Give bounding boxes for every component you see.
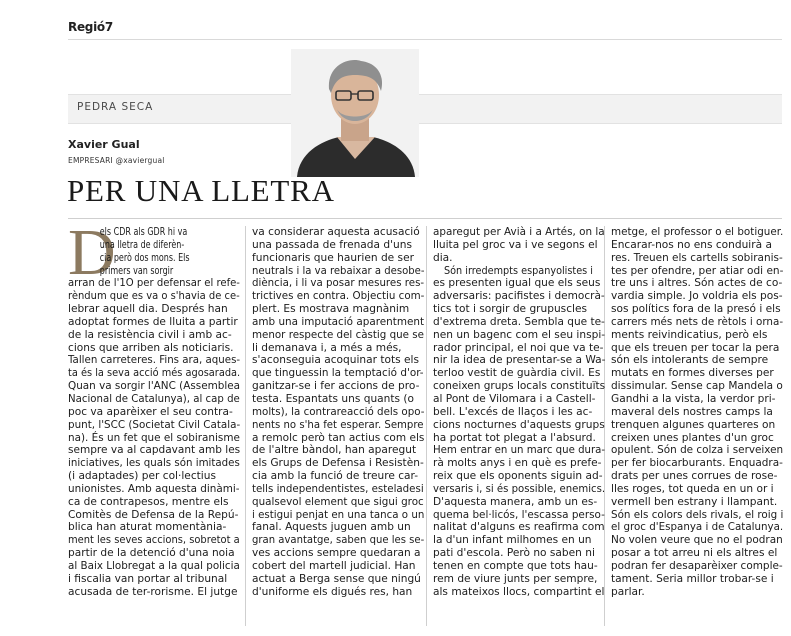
text-line: iniciatives, les quals són imitades <box>68 457 240 470</box>
text-line: neutrals i la va rebaixar a desobe- <box>252 264 424 277</box>
text-line: tament. Seria millor trobar-se i <box>611 572 774 585</box>
text-line: cobert del martell judicial. Han <box>252 559 416 572</box>
author-role: EMPRESARI @xaviergual <box>68 156 165 165</box>
text-line: cions nocturnes d'aquests grups <box>433 418 605 431</box>
text-line: ha portat tot plegat a l'absurd. <box>433 431 596 444</box>
text-line: dissimular. Sense cap Mandela o <box>611 380 783 393</box>
text-line: vardia simple. Jo voldria els pos- <box>611 290 783 303</box>
author-photo <box>291 49 419 177</box>
text-line: Comitès de Defensa de la Repú- <box>68 508 239 521</box>
text-line: per fer biocarburants. Enquadra- <box>611 457 783 470</box>
text-line: s'aconseguia acoquinar tots els <box>252 354 419 367</box>
text-line: li demanava i, a més a més, <box>252 341 402 354</box>
text-line: va considerar aquesta acusació <box>252 226 420 238</box>
text-line: reix que els oponents siguin ad- <box>433 470 603 483</box>
text-line: ves accions sempre quedaran a <box>252 547 421 560</box>
text-line: d'uniforme els digués res, han <box>252 585 413 598</box>
text-line: de la resistència civil i amb ac- <box>68 328 232 341</box>
text-line: una passada de frenada d'uns <box>252 238 412 251</box>
text-line: nir la idea de presentar-se a Wa- <box>433 354 605 367</box>
text-line: na). És un fet que el sobiranisme <box>68 431 240 444</box>
text-line: cia amb la funció de treure car- <box>252 470 419 483</box>
text-line: al Baix Llobregat a la qual policia <box>68 559 240 572</box>
text-line: rèndum que es va o s'havia de ce- <box>68 290 240 303</box>
text-line: punt, l'SCC (Societat Civil Catala- <box>68 418 240 431</box>
column-4-lines <box>611 226 783 598</box>
text-line: maveral dels nostres camps la <box>611 405 773 418</box>
text-line: arran de l'1O per defensar el refe- <box>68 277 240 290</box>
text-line: tenen en compte que tots hau- <box>433 559 598 572</box>
article-column-3 <box>433 226 605 631</box>
author-photo-illustration <box>291 49 419 177</box>
column-3-paragraph-2 <box>433 265 605 599</box>
text-line: Són irredempts espanyolistes i <box>443 264 593 277</box>
text-line: unionistes. Amb aquesta dinàmi- <box>68 482 240 495</box>
text-line: primers van sorgir <box>99 264 174 277</box>
text-line: D'aquesta manera, amb un es- <box>433 495 598 508</box>
text-line: mutats en formes diverses per <box>611 367 774 380</box>
drop-cap: D <box>68 226 116 289</box>
text-line: posar a tot arreu ni els altres el <box>611 547 778 560</box>
text-line: parlar. <box>611 585 645 598</box>
text-line: menor respecte del càstig que se <box>252 328 424 341</box>
text-line: trictives en contra. Objectiu com- <box>252 290 424 303</box>
text-line: lluita pel groc va i ve segons el <box>433 238 598 251</box>
text-line: creixen unes plantes d'un groc <box>611 431 774 444</box>
text-line: Tallen carreteres. Fins ara, aques- <box>68 354 240 367</box>
text-line: ca de contrapesos, mentre els <box>68 495 229 508</box>
text-line: (i adaptades) per col·lectius <box>68 470 216 483</box>
text-line: adversaris: pacifistes i democrà- <box>433 290 605 303</box>
author-name: Xavier Gual <box>68 138 140 151</box>
headline: PER UNA LLETRA <box>67 173 335 208</box>
section-name: Regió7 <box>68 20 113 34</box>
column-band <box>68 94 782 124</box>
text-line: tre uns i altres. Són actes de co- <box>611 277 783 290</box>
text-line: lebrar aquell dia. Després han <box>68 303 228 316</box>
text-line: tes per ofendre, per atiar odi en- <box>611 264 783 277</box>
text-line: que els treuen per tocar la pera <box>611 341 780 354</box>
text-line: pati d'escola. Però no saben ni <box>433 547 595 560</box>
text-line: aparegut per Avià i a Artés, on la <box>433 226 605 238</box>
text-line: sos polítics fora de la presó i els <box>611 303 781 316</box>
text-line: quema bel·licós, l'escassa perso- <box>433 508 605 521</box>
text-line: Encarar-nos no ens conduirà a <box>611 238 772 251</box>
text-line: rà molts anys i en què es prefe- <box>433 457 602 470</box>
text-line: terloo vestit de guàrdia civil. Es <box>433 367 601 380</box>
text-line: tics tot i sorgir de grupuscles <box>433 303 588 316</box>
text-line: coneixen grups locals constituïts <box>433 380 605 393</box>
text-line: plert. Es mostrava magnànim <box>252 303 410 316</box>
text-line: acusada de ter-rorisme. El jutge <box>68 585 238 598</box>
text-line: tells independentistes, esteladesi <box>252 482 424 495</box>
text-line: els Grups de Defensa i Resistèn- <box>252 457 424 470</box>
text-line: res. Treuen els cartells sobiranis- <box>611 251 783 264</box>
text-line: No volen veure que no el podran <box>611 534 783 547</box>
text-line: els CDR als GDR hi va <box>99 226 188 238</box>
text-line: funcionaris que haurien de ser <box>252 251 414 264</box>
text-line: Gandhi a la vista, la verdor pri- <box>611 392 776 405</box>
text-line: que tinguessin la temptació d'or- <box>252 367 424 380</box>
text-line: rador principal, el noi que va te- <box>433 341 604 354</box>
text-line: qualsevol element que sigui groc <box>252 495 424 508</box>
text-line: adoptat formes de lluita a partir <box>68 315 238 328</box>
column-1-lines <box>68 277 240 598</box>
text-line: Quan va sorgir l'ANC (Assemblea <box>68 380 240 393</box>
text-line: dia. <box>433 251 453 264</box>
text-line: Hem entrar en un marc que dura- <box>433 444 605 457</box>
article-column-4 <box>611 226 783 631</box>
text-line: la d'un infant milhomes en un <box>433 534 592 547</box>
column-3-lines <box>433 226 605 265</box>
text-line: ments reivindicatius, però els <box>611 328 768 341</box>
text-line: el groc d'Espanya i de Catalunya. <box>611 521 783 534</box>
text-line: ta és la seva acció més agosarada. <box>68 367 240 380</box>
text-line: bell. L'excés de llaços i les ac- <box>433 405 593 418</box>
text-line: vermell ben estrany i llampant. <box>611 495 778 508</box>
text-line: drats per unes corrues de rose- <box>611 470 778 483</box>
text-line: Nacional de Catalunya), al cap de <box>68 392 240 405</box>
text-line: carrers més nets de rètols i orna- <box>611 315 783 328</box>
text-line: partir de la detenció d'una noia <box>68 547 235 560</box>
text-line: nen un bagenc com el seu inspi- <box>433 328 605 341</box>
text-line: actuat a Berga sense que ningú <box>252 572 421 585</box>
article-column-1 <box>68 226 240 631</box>
text-line: versaris i, si és possible, enemics. <box>433 482 605 495</box>
text-line: a remolc però tan actius com els <box>252 431 424 444</box>
text-line: i estigui penjat en una tanca o un <box>252 508 424 521</box>
text-line: amb una imputació aparentment <box>252 315 424 328</box>
column-2-lines <box>252 226 424 598</box>
text-line: lles roges, tot queda en un or i <box>611 482 774 495</box>
text-line: es presenten igual que els seus <box>433 277 601 290</box>
text-line: podran fer desaparèixer comple- <box>611 559 783 572</box>
top-rule <box>68 39 782 40</box>
text-line: fanal. Aquests juguen amb un <box>252 521 411 534</box>
column-rule <box>245 226 246 626</box>
text-line: rem de viure junts per sempre, <box>433 572 598 585</box>
column-name: PEDRA SECA <box>77 101 154 113</box>
text-line: una lletra de diferèn- <box>99 238 185 251</box>
text-line: metge, el professor o el botiguer. <box>611 226 783 238</box>
text-line: testa. Espantats uns quants (o <box>252 392 415 405</box>
text-line: i fiscalia van portar al tribunal <box>68 572 228 585</box>
text-line: diència, i li va posar mesures res- <box>252 277 424 290</box>
headline-rule <box>68 218 782 219</box>
text-line: Són els colors dels rivals, el roig i <box>611 508 783 521</box>
text-line: al Pont de Vilomara i a Castell- <box>433 392 596 405</box>
text-line: poc va aparèixer el seu contra- <box>68 405 233 418</box>
text-line: opulent. Són de colza i serveixen <box>611 444 783 457</box>
text-line: ment les seves accions, sobretot a <box>68 534 240 547</box>
text-line: cions que arriben als noticiaris. <box>68 341 234 354</box>
text-line: de l'altre bàndol, han aparegut <box>252 444 417 457</box>
article-column-2 <box>252 226 424 631</box>
text-line: ganitzar-se i fer accions de pro- <box>252 380 420 393</box>
text-line: trenquen algunes quarteres on <box>611 418 776 431</box>
text-line: blica han aturat momentània- <box>68 521 227 534</box>
text-line: cia però dos mons. Els <box>99 251 190 264</box>
text-line: nents no s'ha fet esperar. Sempre <box>252 418 424 431</box>
text-line: als mateixos llocs, compartint el <box>433 585 605 598</box>
text-line: són els intolerants de sempre <box>611 354 769 367</box>
text-line: molts), la contrareacció dels opo- <box>252 405 424 418</box>
text-line: sempre va al capdavant amb les <box>68 444 240 457</box>
text-line: d'extrema dreta. Sembla que te- <box>433 315 605 328</box>
text-line: gran avantatge, saben que les se- <box>252 534 424 547</box>
column-rule <box>426 226 427 626</box>
text-line: nalitat d'alguns es reafirma com <box>433 521 605 534</box>
